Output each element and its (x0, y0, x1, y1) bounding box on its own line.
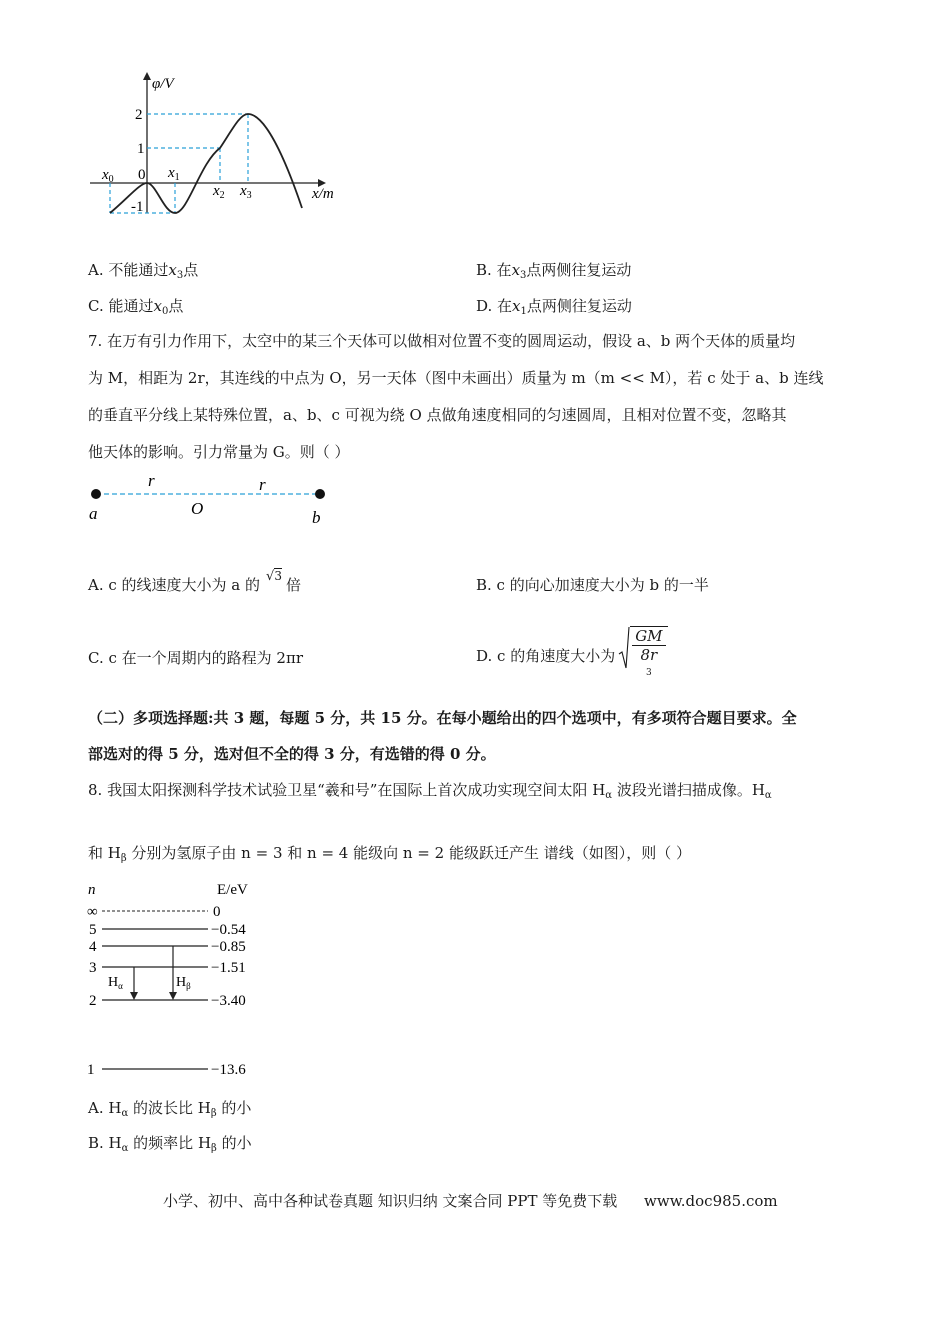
level-2-e: −3.40 (211, 993, 246, 1009)
q7-figure (84, 470, 344, 530)
level-inf-e: 0 (213, 904, 221, 920)
level-4-n: 4 (89, 939, 97, 955)
level-inf-n: ∞ (87, 904, 98, 920)
q8-line-2: 和 $H_\beta$ 分别为氢原子由 n = 3 和 n = 4 能级向 n = 2 能级跃迁产生 谱线（如图），则（ ） (88, 844, 691, 864)
footer-url[interactable]: www.doc985.com (644, 1192, 778, 1210)
y-tick-1: 1 (137, 141, 145, 157)
n-header: n (88, 882, 96, 898)
level-3-n: 3 (89, 960, 97, 976)
h-alpha-arrowhead (130, 992, 138, 1000)
level-1-n: 1 (87, 1062, 95, 1078)
x-axis-label: x/m (312, 186, 334, 202)
x2-label: $x_2$ (213, 183, 225, 201)
y-tick-2: 2 (135, 107, 143, 123)
label-r-right: r (259, 475, 266, 494)
label-b: b (312, 508, 321, 527)
label-r-left: r (148, 471, 155, 490)
section2-line-1: （二）多项选择题:共 3 题，每题 5 分，共 15 分。在每小题给出的四个选项中，有多项符合题目要求。全 (88, 709, 797, 727)
level-5-n: 5 (89, 922, 97, 938)
h-alpha-label: $H_\alpha$ (108, 975, 123, 991)
y-tick-neg1: -1 (131, 199, 144, 215)
h-beta-label: $H_\beta$ (176, 975, 191, 991)
y-axis-label: φ/V (152, 76, 174, 92)
y-axis-arrow (143, 72, 151, 80)
q8-option-a: A. $H_\alpha$ 的波长比 $H_\beta$ 的小 (88, 1099, 252, 1119)
q8-line-1: 8. 我国太阳探测科学技术试验卫星“羲和号”在国际上首次成功实现空间太阳 $H_\alpha$ 波段光谱扫描成像。$H_\alpha$ (88, 781, 772, 801)
level-2-n: 2 (89, 993, 97, 1009)
body-a-dot (91, 489, 101, 499)
section2-line-2: 部选对的得 5 分，选对但不全的得 3 分，有选错的得 0 分。 (88, 745, 496, 763)
q6-option-d: D. 在$x_1$点两侧往复运动 (476, 297, 632, 317)
q6-option-b: B. 在$x_3$点两侧往复运动 (476, 261, 632, 281)
x1-label: $x_1$ (168, 165, 180, 183)
level-5-e: −0.54 (211, 922, 246, 938)
body-b-dot (315, 489, 325, 499)
q8-option-b: B. $H_\alpha$ 的频率比 $H_\beta$ 的小 (88, 1134, 252, 1154)
sqrt-gm-over-8r3: GM 8r $^3$ (618, 626, 667, 685)
footer (163, 1191, 778, 1211)
label-a: a (89, 504, 98, 523)
level-3-e: −1.51 (211, 960, 246, 976)
q6-option-c: C. 能通过$x_0$点 (88, 297, 184, 317)
h-beta-arrowhead (169, 992, 177, 1000)
energy-level-diagram (84, 880, 284, 1085)
q7-option-d: D. c 的角速度大小为 GM 8r $^3$ (476, 626, 668, 685)
label-O: O (191, 499, 204, 518)
potential-graph (80, 68, 360, 228)
footer-text: 小学、初中、高中各种试卷真题 知识归纳 文案合同 PPT 等免费下载 (163, 1192, 618, 1210)
sqrt-3: √3 (266, 569, 282, 584)
q7-line-2: 为 M，相距为 2r，其连线的中点为 O，另一天体（图中未画出）质量为 m（m << M），若 c 处于 a、b 连线 (88, 369, 824, 387)
origin-label: 0 (138, 167, 146, 183)
q7-option-c: C. c 在一个周期内的路程为 2πr (88, 649, 303, 667)
e-header: E/eV (217, 882, 248, 898)
x3-label: $x_3$ (240, 183, 252, 201)
q7-line-1: 7. 在万有引力作用下，太空中的某三个天体可以做相对位置不变的圆周运动，假设 a、b 两个天体的质量均 (88, 332, 796, 350)
x0-label: $x_0$ (102, 167, 114, 185)
q7-option-b: B. c 的向心加速度大小为 b 的一半 (476, 576, 709, 594)
q6-option-a: A. 不能通过$x_3$点 (88, 261, 199, 281)
level-1-e: −13.6 (211, 1062, 246, 1078)
q7-option-a: A. c 的线速度大小为 a 的 √3 倍 (88, 575, 301, 597)
q7-line-3: 的垂直平分线上某特殊位置，a、b、c 可视为绕 O 点做角速度相同的匀速圆周，且相对位置不变，忽略其 (88, 406, 787, 424)
level-4-e: −0.85 (211, 939, 246, 955)
q7-line-4: 他天体的影响。引力常量为 G。则（ ） (88, 443, 350, 461)
